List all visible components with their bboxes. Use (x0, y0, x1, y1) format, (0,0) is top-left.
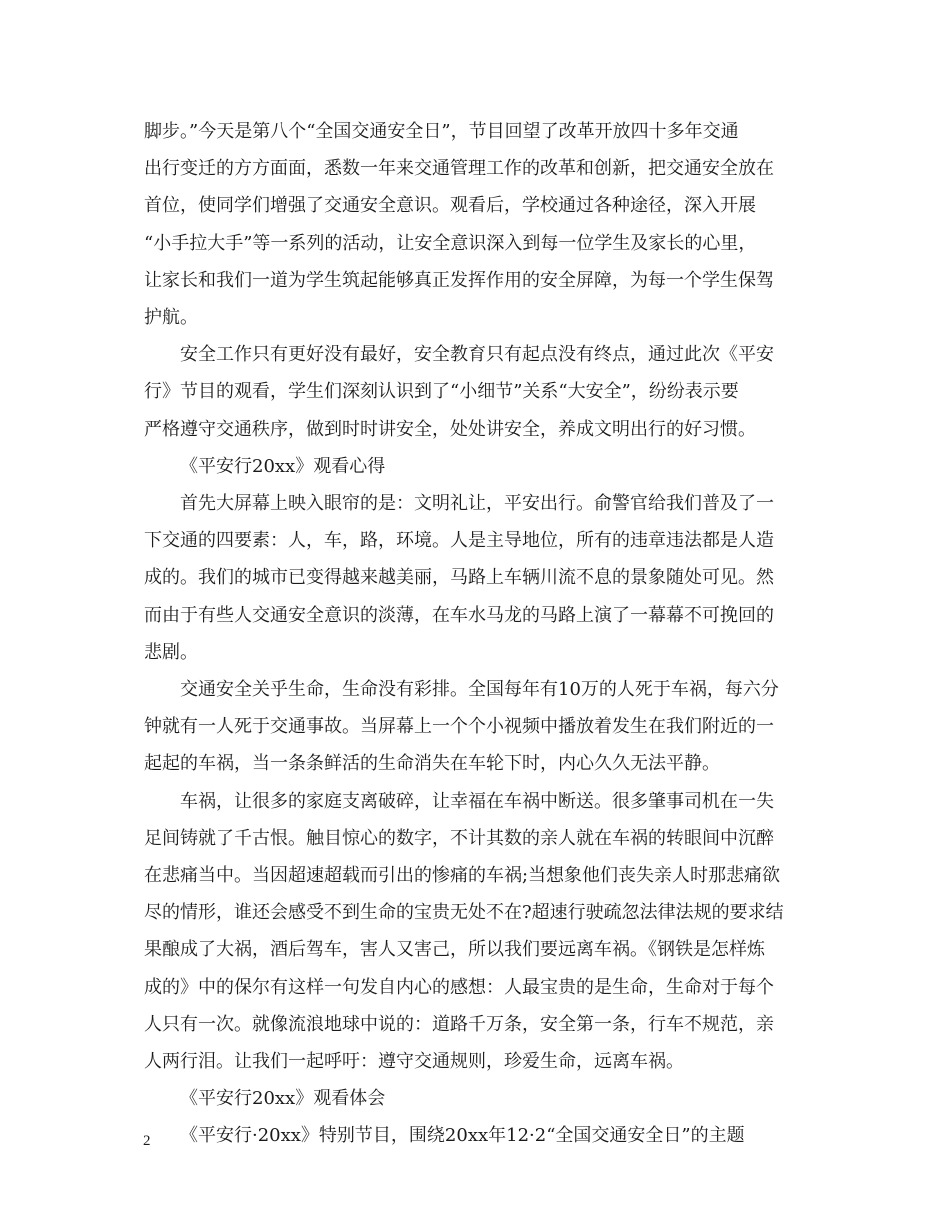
paragraph (144, 485, 808, 671)
paragraph (144, 336, 808, 448)
text-line: 人两行泪。让我们一起呼吁：遵守交通规则，珍爱生命，远离车祸。 (144, 1051, 684, 1073)
section-heading (144, 1080, 808, 1117)
paragraph (144, 113, 808, 336)
text-line: 起起的车祸，当一条条鲜活的生命消失在车轮下时，内心久久无法平静。 (144, 753, 720, 775)
text-line: 尽的情形，谁还会感受不到生命的宝贵无处不在?超速行驶疏忽法律法规的要求结 (144, 902, 784, 924)
text-line: 而由于有些人交通安全意识的淡薄，在车水马龙的马路上演了一幕幕不可挽回的 (144, 604, 774, 626)
text-line: 首位，使同学们增强了交通安全意识。观看后，学校通过各种途径，深入开展 (144, 195, 756, 217)
text-line: 让家长和我们一道为学生筑起能够真正发挥作用的安全屏障，为每一个学生保驾 (144, 269, 774, 291)
text-line: 悲剧。 (144, 641, 198, 663)
text-line: 交通安全关乎生命，生命没有彩排。全国每年有10万的人死于车祸，每六分 (180, 679, 779, 701)
text-line: 果酿成了大祸，酒后驾车，害人又害己，所以我们要远离车祸。《钢铁是怎样炼 (144, 939, 765, 961)
text-line: 护航。 (144, 307, 198, 329)
paragraph (144, 783, 808, 1081)
paragraph (144, 1117, 808, 1154)
heading-text: 《平安行20xx》观看体会 (180, 1088, 386, 1110)
text-line: “小手拉大手”等一系列的活动，让安全意识深入到每一位学生及家长的心里， (144, 232, 757, 254)
page-number: 2 (143, 1133, 151, 1149)
section-heading (144, 448, 808, 485)
body-text (144, 113, 808, 1155)
text-line: 钟就有一人死于交通事故。当屏幕上一个个小视频中播放着发生在我们附近的一 (144, 716, 774, 738)
text-line: 行》节目的观看，学生们深刻认识到了“小细节”关系“大安全”，纷纷表示要 (144, 381, 739, 403)
text-line: 安全工作只有更好没有最好，安全教育只有起点没有终点，通过此次《平安 (180, 344, 774, 366)
text-line: 车祸，让很多的家庭支离破碎，让幸福在车祸中断送。很多肇事司机在一失 (180, 790, 774, 812)
text-line: 在悲痛当中。当因超速超载而引出的惨痛的车祸;当想象他们丧失亲人时那悲痛欲 (144, 865, 781, 887)
text-line: 脚步。”今天是第八个“全国交通安全日”，节目回望了改革开放四十多年交通 (144, 121, 739, 142)
text-line: 严格遵守交通秩序，做到时时讲安全，处处讲安全，养成文明出行的好习惯。 (144, 418, 756, 440)
text-line: 首先大屏幕上映入眼帘的是：文明礼让，平安出行。俞警官给我们普及了一 (180, 493, 774, 515)
text-line: 人只有一次。就像流浪地球中说的：道路千万条，安全第一条，行车不规范，亲 (144, 1013, 774, 1035)
heading-text: 《平安行20xx》观看心得 (180, 455, 386, 477)
text-line: 《平安行·20xx》特别节目，围绕20xx年12·2“全国交通安全日”的主题 (180, 1125, 745, 1147)
text-line: 出行变迁的方方面面，悉数一年来交通管理工作的改革和创新，把交通安全放在 (144, 158, 774, 180)
paragraph (144, 671, 808, 783)
text-line: 下交通的四要素：人，车，路，环境。人是主导地位，所有的违章违法都是人造 (144, 530, 774, 552)
text-line: 成的》中的保尔有这样一句发自内心的感想：人最宝贵的是生命，生命对于每个 (144, 976, 774, 998)
text-line: 成的。我们的城市已变得越来越美丽，马路上车辆川流不息的景象随处可见。然 (144, 567, 774, 589)
text-line: 足间铸就了千古恨。触目惊心的数字，不计其数的亲人就在车祸的转眼间中沉醉 (144, 827, 774, 849)
